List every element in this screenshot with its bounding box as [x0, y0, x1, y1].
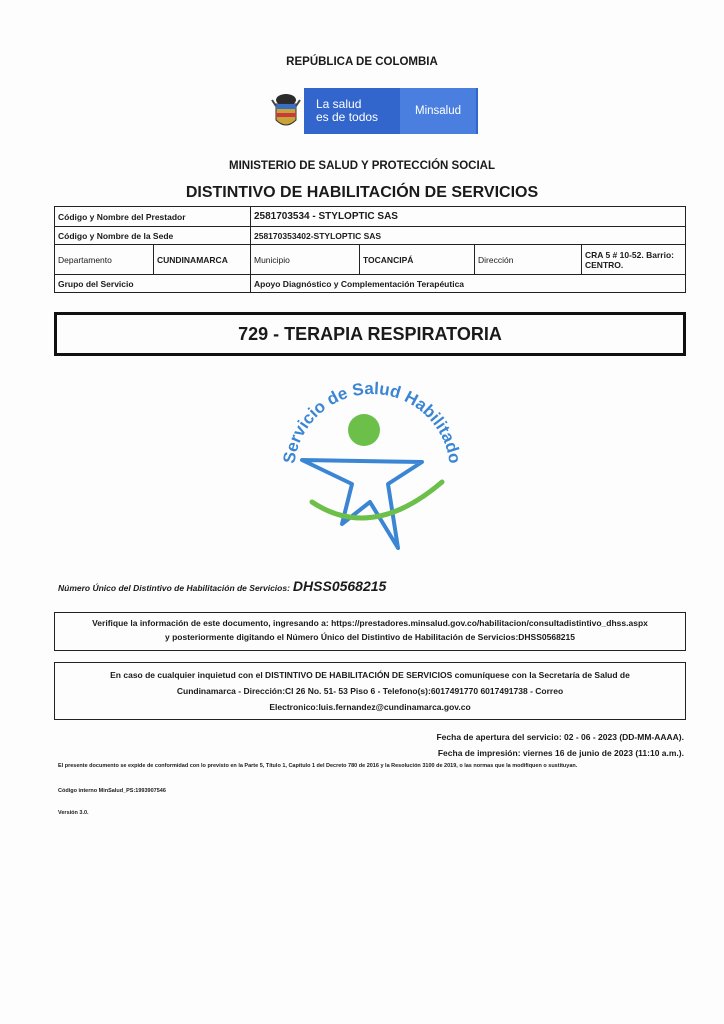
- republic-heading: REPÚBLICA DE COLOMBIA: [286, 56, 438, 68]
- contact-line1: En caso de cualquier inquietud con el DISTINTIVO DE HABILITACIÓN DE SERVICIOS comuníquese con la Secretaría de Salud de: [110, 670, 630, 680]
- badge-head: [348, 414, 380, 446]
- fecha-apertura: Fecha de apertura del servicio: 02 - 06 - 2023 (DD-MM-AAAA).: [436, 732, 684, 742]
- provider-info-table: [54, 206, 686, 293]
- numero-unico: [58, 578, 386, 594]
- prestador-label: Código y Nombre del Prestador: [55, 207, 251, 227]
- verify-line1: Verifique la información de este documento, ingresando a: https://prestadores.minsalud.gov.co/habilitacion/consultadistintivo_dhss.aspx: [92, 618, 648, 628]
- numero-value: DHSS0568215: [292, 578, 387, 594]
- logo-line2: es de todos: [316, 110, 379, 124]
- codigo-interno: Código interno MinSalud_PS:1993907546: [58, 788, 166, 794]
- grupo-label: Grupo del Servicio: [55, 275, 251, 293]
- badge-text: Servicio de Salud Habilitado: [279, 378, 465, 465]
- ministry-heading: MINISTERIO DE SALUD Y PROTECCIÓN SOCIAL: [228, 160, 496, 172]
- numero-label: Número Único del Distintivo de Habilitación de Servicios:: [58, 583, 290, 593]
- municipio-label: Municipio: [251, 245, 360, 275]
- grupo-value: Apoyo Diagnóstico y Complementación Terapéutica: [251, 275, 686, 293]
- contact-line3: Electronico:luis.fernandez@cundinamarca.gov.co: [269, 702, 471, 712]
- logo-brand: Minsalud: [400, 88, 476, 134]
- departamento-label: Departamento: [55, 245, 154, 275]
- service-name-box: 729 - TERAPIA RESPIRATORIA: [54, 312, 686, 356]
- direccion-label: Dirección: [475, 245, 582, 275]
- legal-note: El presente documento se expide de conformidad con lo previsto en la Parte 5, Título 1, Capítulo 1 del Decreto 780 de 2016 y la Resolución 3100 de 2019, o las normas que la modifiquen o sustituyan.: [58, 763, 578, 769]
- contact-box: [54, 662, 686, 720]
- logo-line1: La salud: [316, 97, 362, 111]
- sede-label: Código y Nombre de la Sede: [55, 227, 251, 245]
- sede-value: 258170353402-STYLOPTIC SAS: [251, 227, 686, 245]
- direccion-value: CRA 5 # 10-52. Barrio: CENTRO.: [582, 245, 686, 275]
- municipio-value: TOCANCIPÁ: [360, 245, 475, 275]
- fecha-impresion: Fecha de impresión: viernes 16 de junio de 2023 (11:10 a.m.).: [437, 748, 684, 758]
- version-label: Versión 3.0.: [58, 810, 89, 816]
- prestador-value: 2581703534 - STYLOPTIC SAS: [251, 207, 686, 227]
- departamento-value: CUNDINAMARCA: [154, 245, 251, 275]
- verify-box: [54, 612, 686, 651]
- verify-line2: y posteriormente digitando el Número Único del Distintivo de Habilitación de Servicios:DHSS0568215: [165, 632, 575, 642]
- contact-line2: Cundinamarca - Dirección:Cl 26 No. 51- 53 Piso 6 - Telefono(s):6017491770 6017491738 - Correo: [176, 686, 564, 696]
- minsalud-logo: [268, 88, 478, 134]
- habilitado-badge: [272, 372, 472, 562]
- coat-of-arms-icon: [268, 88, 304, 134]
- page-title: DISTINTIVO DE HABILITACIÓN DE SERVICIOS: [185, 184, 539, 201]
